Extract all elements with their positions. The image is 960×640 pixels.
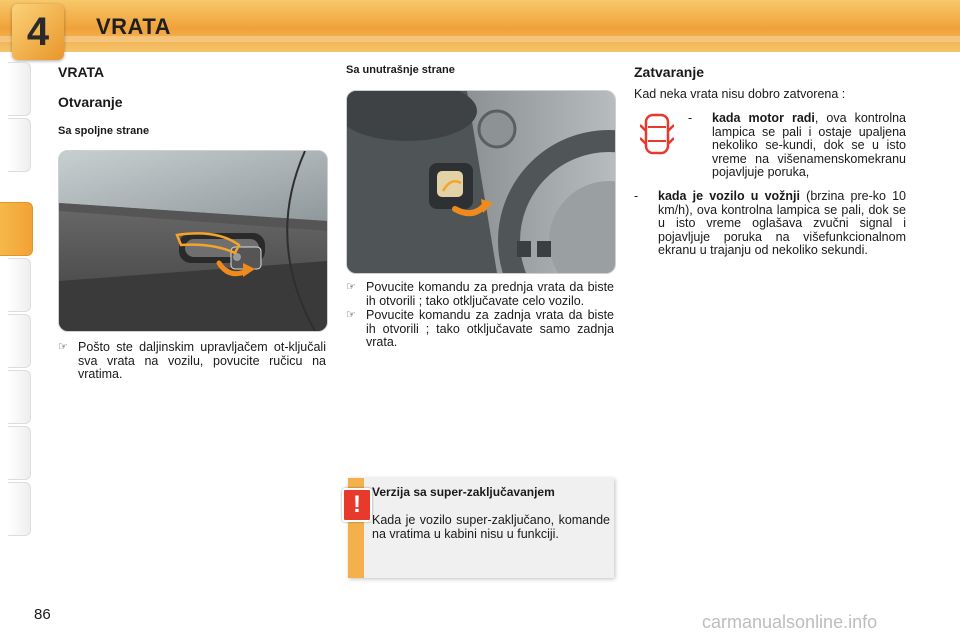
closing-item-engine (712, 112, 906, 180)
chapter-tab[interactable] (8, 426, 31, 480)
interior-bullets (346, 281, 614, 350)
note-title: Verzija sa super-zaključavanjem (372, 485, 555, 499)
section-title: VRATA (58, 64, 105, 80)
item-bold: kada je vozilo u vožnji (658, 189, 800, 203)
chapter-title: VRATA (96, 14, 172, 39)
dash-bullet: - (688, 111, 693, 125)
door-open-warning-icon (640, 113, 674, 155)
item-text: , ova kontrolna lampica se pali i ostaje upaljena nekoliko se-kundi, dok se u isto vreme na višenamenskomekranu pojavljuje poruka, (712, 111, 906, 179)
closing-intro: Kad neka vrata nisu dobro zatvorena : (634, 87, 846, 101)
chapter-number: 4 (26, 10, 50, 54)
chapter-tab[interactable] (8, 62, 31, 116)
item-text: (brzina pre-ko 10 km/h), ova kontrolna lampica se pali, dok se u isto vreme oglašava zvučni signal i pojavljuje poruka na višefunkcionalnom ekranu u trajanju od nekoliko sekundi. (658, 189, 906, 257)
chapter-tabs (0, 62, 34, 582)
chapter-tab[interactable] (8, 314, 31, 368)
section-heading-outside: Sa spoljne strane (58, 125, 150, 137)
chapter-tab[interactable] (8, 118, 31, 172)
warning-car-graphic (640, 113, 674, 155)
subsection-title: Otvaranje (58, 94, 123, 110)
closing-title: Zatvaranje (634, 64, 705, 80)
list-item (58, 341, 326, 382)
chapter-tab[interactable] (8, 258, 31, 312)
page-number: 86 (34, 606, 51, 623)
item-bold: kada motor radi (712, 111, 815, 125)
exterior-door-handle-figure (58, 150, 328, 332)
section-heading-inside: Sa unutrašnje strane (346, 64, 455, 76)
door-handle-illustration (59, 151, 327, 331)
pointing-hand-icon: ☞ (58, 341, 68, 353)
exclamation-icon: ! (342, 488, 372, 522)
bullet-text: Povucite komandu za prednja vrata da biste ih otvorili ; tako otključavate celo vozilo. (366, 280, 614, 308)
chapter-tab[interactable] (8, 482, 31, 536)
bullet-text: Povucite komandu za zadnja vrata da biste ih otvorili ; tako otključavate samo zadnja vrata. (366, 308, 614, 349)
interior-handle-illustration (347, 91, 615, 273)
chapter-tab[interactable] (8, 370, 31, 424)
pointing-hand-icon: ☞ (346, 281, 356, 293)
list-item (346, 309, 614, 350)
list-item (346, 281, 614, 308)
pointing-hand-icon: ☞ (346, 309, 356, 321)
chapter-tab-active[interactable] (0, 202, 33, 256)
note-text: Kada je vozilo super-zaključano, komande na vratima u kabini nisu u funkciji. (372, 513, 610, 541)
closing-item-driving (658, 190, 906, 258)
watermark: carmanualsonline.info (702, 612, 878, 632)
bullet-text: Pošto ste daljinskim upravljačem ot-ključali sva vrata na vozilu, povucite ručicu na vratima. (78, 340, 326, 381)
interior-door-handle-figure (346, 90, 616, 274)
dash-bullet: - (634, 189, 639, 203)
